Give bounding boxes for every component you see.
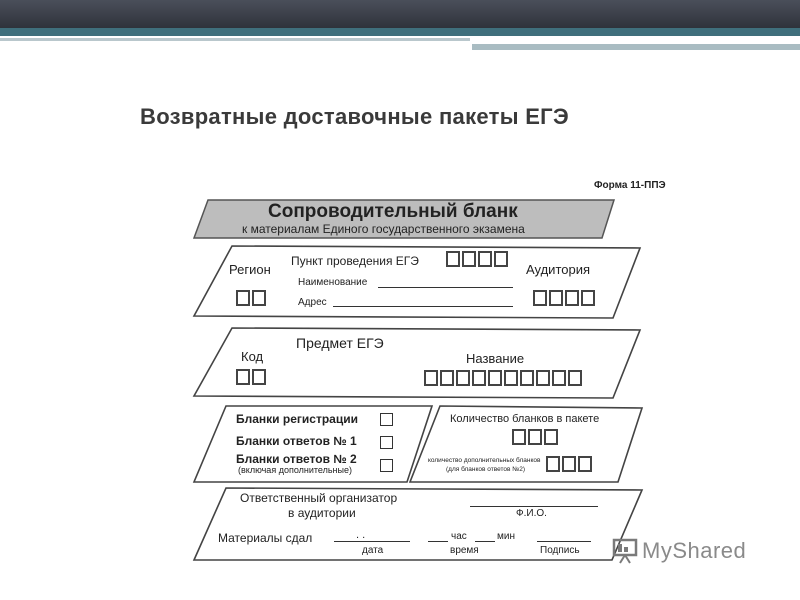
address-line[interactable] [333, 306, 513, 307]
label-extra-count: количество дополнительных бланков [428, 457, 541, 464]
form-header-subtitle: к материалам Единого государственного экзамена [242, 222, 525, 236]
label-signature: Подпись [540, 545, 580, 556]
label-extra-note: (для бланков ответов №2) [446, 466, 526, 473]
watermark-logo [612, 538, 746, 564]
signature-line[interactable] [537, 541, 591, 542]
label-region: Регион [229, 262, 271, 277]
checkbox-answers-1[interactable] [380, 436, 393, 449]
presentation-board-icon [612, 538, 638, 564]
label-hour: час [451, 531, 467, 542]
label-responsible-1: Ответственный организатор [240, 491, 398, 505]
extra-count-boxes[interactable] [546, 456, 592, 472]
label-date: дата [362, 545, 384, 556]
slide-title: Возвратные доставочные пакеты ЕГЭ [140, 104, 569, 129]
form-header-title: Сопроводительный бланк [268, 201, 518, 222]
subject-name-boxes[interactable] [424, 370, 582, 386]
label-address: Адрес [298, 297, 327, 308]
hour-line[interactable] [428, 541, 448, 542]
label-auditorium: Аудитория [526, 262, 591, 277]
subject-code-boxes[interactable] [236, 369, 266, 385]
label-responsible-2: в аудитории [288, 506, 356, 520]
auditorium-code-boxes[interactable] [533, 290, 595, 306]
label-subject: Предмет ЕГЭ [296, 335, 384, 351]
label-ppe: Пункт проведения ЕГЭ [291, 254, 419, 268]
checkbox-answers-2[interactable] [380, 459, 393, 472]
region-code-boxes[interactable] [236, 290, 266, 306]
minute-line[interactable] [475, 541, 495, 542]
ppe-code-boxes[interactable] [446, 251, 508, 267]
label-answers-1: Бланки ответов № 1 [236, 434, 357, 448]
label-fio: Ф.И.О. [516, 508, 547, 519]
count-boxes[interactable] [512, 429, 558, 445]
checkbox-reg-forms[interactable] [380, 413, 393, 426]
label-subject-name: Название [466, 351, 525, 366]
form-code: Форма 11-ППЭ [594, 180, 666, 191]
name-line[interactable] [378, 287, 513, 288]
fio-line[interactable] [470, 506, 598, 507]
label-handed: Материалы сдал [218, 531, 313, 545]
watermark-text: MyShared [642, 538, 747, 563]
label-minute: мин [497, 531, 515, 542]
label-code: Код [241, 349, 264, 364]
label-time: время [450, 545, 479, 556]
label-count: Количество бланков в пакете [450, 413, 600, 425]
label-reg-forms: Бланки регистрации [236, 412, 358, 426]
date-line[interactable] [334, 541, 410, 542]
date-dots: . . [356, 529, 366, 541]
label-name: Наименование [298, 277, 368, 288]
label-answers-2-note: (включая дополнительные) [238, 465, 352, 475]
label-answers-2: Бланки ответов № 2 [236, 452, 357, 466]
